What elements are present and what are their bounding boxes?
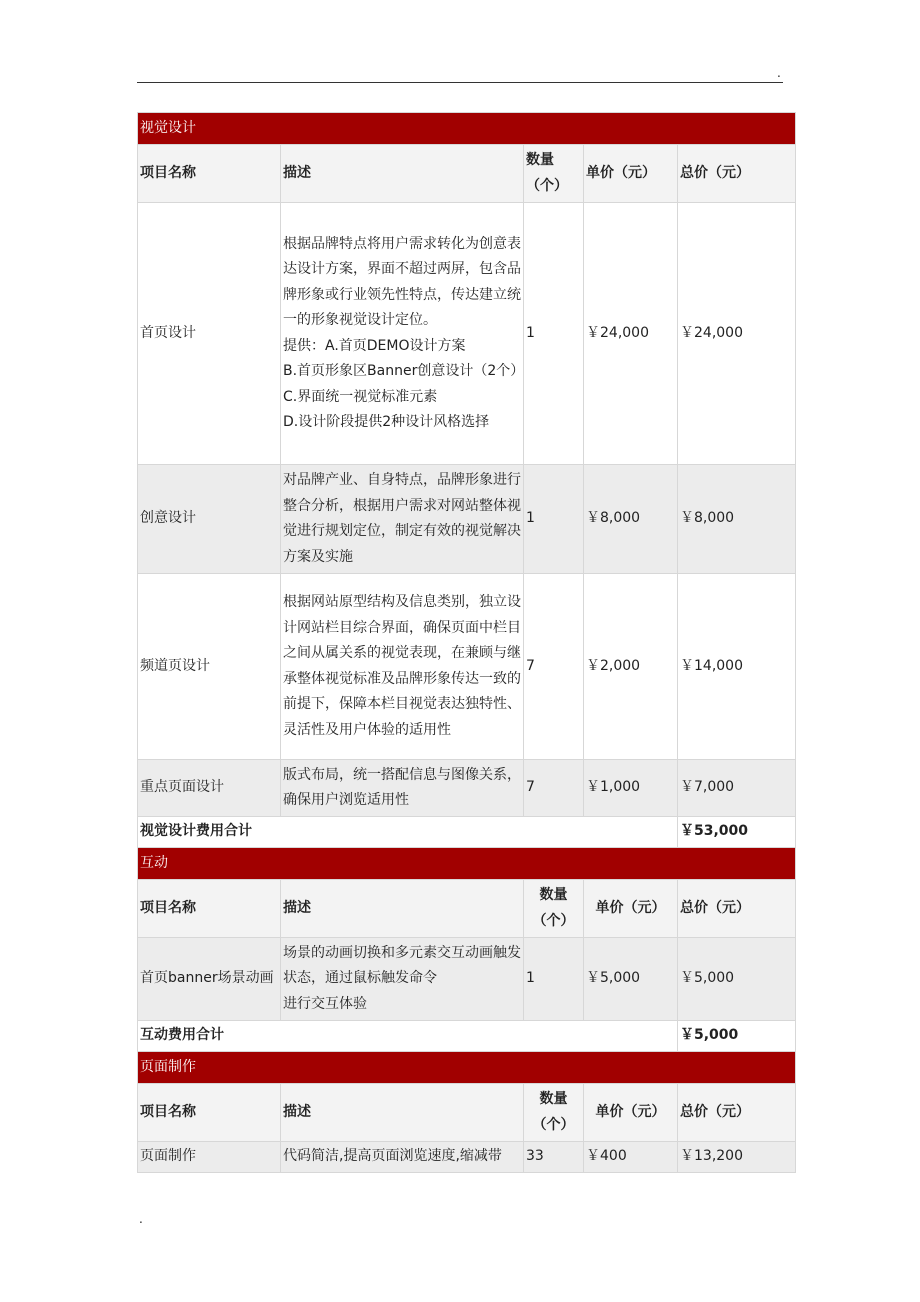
item-name: 首页banner场景动画 <box>138 938 281 1021</box>
col-name-header: 项目名称 <box>138 1084 281 1142</box>
item-quantity: 7 <box>524 760 584 817</box>
item-total-price: ￥8,000 <box>678 465 796 574</box>
item-quantity: 33 <box>524 1142 584 1173</box>
description-line: 代码简洁,提高页面浏览速度,缩减带 <box>283 1148 502 1165</box>
item-total-price: ￥24,000 <box>678 203 796 465</box>
col-desc-header: 描述 <box>281 145 524 203</box>
item-unit-price: ￥2,000 <box>584 574 678 760</box>
item-description <box>281 760 524 817</box>
item-total-price: ￥7,000 <box>678 760 796 817</box>
table-row <box>138 1142 796 1173</box>
col-total-header: 总价（元） <box>678 1084 796 1142</box>
col-unit-header: 单价（元） <box>584 1084 678 1142</box>
col-qty-header: 数量（个） <box>524 880 584 938</box>
header-rule <box>137 82 783 83</box>
item-unit-price: ￥5,000 <box>584 938 678 1021</box>
description-line: 根据网站原型结构及信息类别，独立设计网站栏目综合界面，确保页面中栏目之间从属关系的视觉表现，在兼顾与继承整体视觉标准及品牌形象传达一致的前提下，保障本栏目视觉表达独特性、灵活性及用户体验的适用性 <box>283 594 521 738</box>
item-quantity: 1 <box>524 203 584 465</box>
col-desc-header: 描述 <box>281 880 524 938</box>
col-name-header: 项目名称 <box>138 145 281 203</box>
col-total-header: 总价（元） <box>678 145 796 203</box>
item-total-price: ￥13,200 <box>678 1142 796 1173</box>
subtotal-row <box>138 817 796 848</box>
section-interaction-header <box>138 848 796 880</box>
col-name-header: 项目名称 <box>138 880 281 938</box>
item-quantity: 7 <box>524 574 584 760</box>
section-title: 页面制作 <box>138 1052 796 1084</box>
col-total-header: 总价（元） <box>678 880 796 938</box>
footer-mark: . <box>139 1212 143 1226</box>
item-unit-price: ￥400 <box>584 1142 678 1173</box>
description-line: C.界面统一视觉标准元素 <box>283 388 438 405</box>
item-unit-price: ￥24,000 <box>584 203 678 465</box>
table-row <box>138 938 796 1021</box>
item-description <box>281 938 524 1021</box>
corner-mark: . <box>777 66 781 80</box>
col-unit-header: 单价（元） <box>584 145 678 203</box>
item-description <box>281 465 524 574</box>
description-line: 版式布局，统一搭配信息与图像关系，确保用户浏览适用性 <box>283 766 521 808</box>
section-title: 视觉设计 <box>138 113 796 145</box>
column-header-row <box>138 145 796 203</box>
item-quantity: 1 <box>524 938 584 1021</box>
item-unit-price: ￥1,000 <box>584 760 678 817</box>
section-title: 互动 <box>138 848 796 880</box>
table-row <box>138 574 796 760</box>
table-row <box>138 203 796 465</box>
item-description <box>281 203 524 465</box>
item-description <box>281 1142 524 1173</box>
col-unit-header: 单价（元） <box>584 880 678 938</box>
section-visual-header <box>138 113 796 145</box>
column-header-row <box>138 1084 796 1142</box>
item-name: 页面制作 <box>138 1142 281 1173</box>
subtotal-label: 视觉设计费用合计 <box>138 817 678 848</box>
description-line: 根据品牌特点将用户需求转化为创意表达设计方案，界面不超过两屏，包含品牌形象或行业领先性特点，传达建立统一的形象视觉设计定位。 <box>283 235 521 328</box>
col-qty-header: 数量（个） <box>524 1084 584 1142</box>
description-line: 进行交互体验 <box>283 995 367 1012</box>
table-row <box>138 760 796 817</box>
description-line: 提供：A.首页DEMO设计方案 <box>283 337 466 354</box>
subtotal-row <box>138 1021 796 1052</box>
section-production-header <box>138 1052 796 1084</box>
column-header-row <box>138 880 796 938</box>
item-name: 重点页面设计 <box>138 760 281 817</box>
subtotal-value: ￥5,000 <box>678 1021 796 1052</box>
col-qty-header: 数量（个） <box>524 145 584 203</box>
description-line: 场景的动画切换和多元素交互动画触发状态，通过鼠标触发命令 <box>283 944 521 987</box>
description-line: B.首页形象区Banner创意设计（2个） <box>283 363 525 379</box>
description-line: 对品牌产业、自身特点，品牌形象进行整合分析，根据用户需求对网站整体视觉进行规划定位，制定有效的视觉解决方案及实施 <box>283 472 521 565</box>
quote-table <box>137 112 796 1173</box>
table-row <box>138 465 796 574</box>
item-quantity: 1 <box>524 465 584 574</box>
subtotal-value: ￥53,000 <box>678 817 796 848</box>
subtotal-label: 互动费用合计 <box>138 1021 678 1052</box>
item-name: 创意设计 <box>138 465 281 574</box>
description-line: D.设计阶段提供2种设计风格选择 <box>283 414 490 430</box>
item-description <box>281 574 524 760</box>
item-name: 首页设计 <box>138 203 281 465</box>
col-desc-header: 描述 <box>281 1084 524 1142</box>
item-name: 频道页设计 <box>138 574 281 760</box>
item-total-price: ￥5,000 <box>678 938 796 1021</box>
item-unit-price: ￥8,000 <box>584 465 678 574</box>
item-total-price: ￥14,000 <box>678 574 796 760</box>
